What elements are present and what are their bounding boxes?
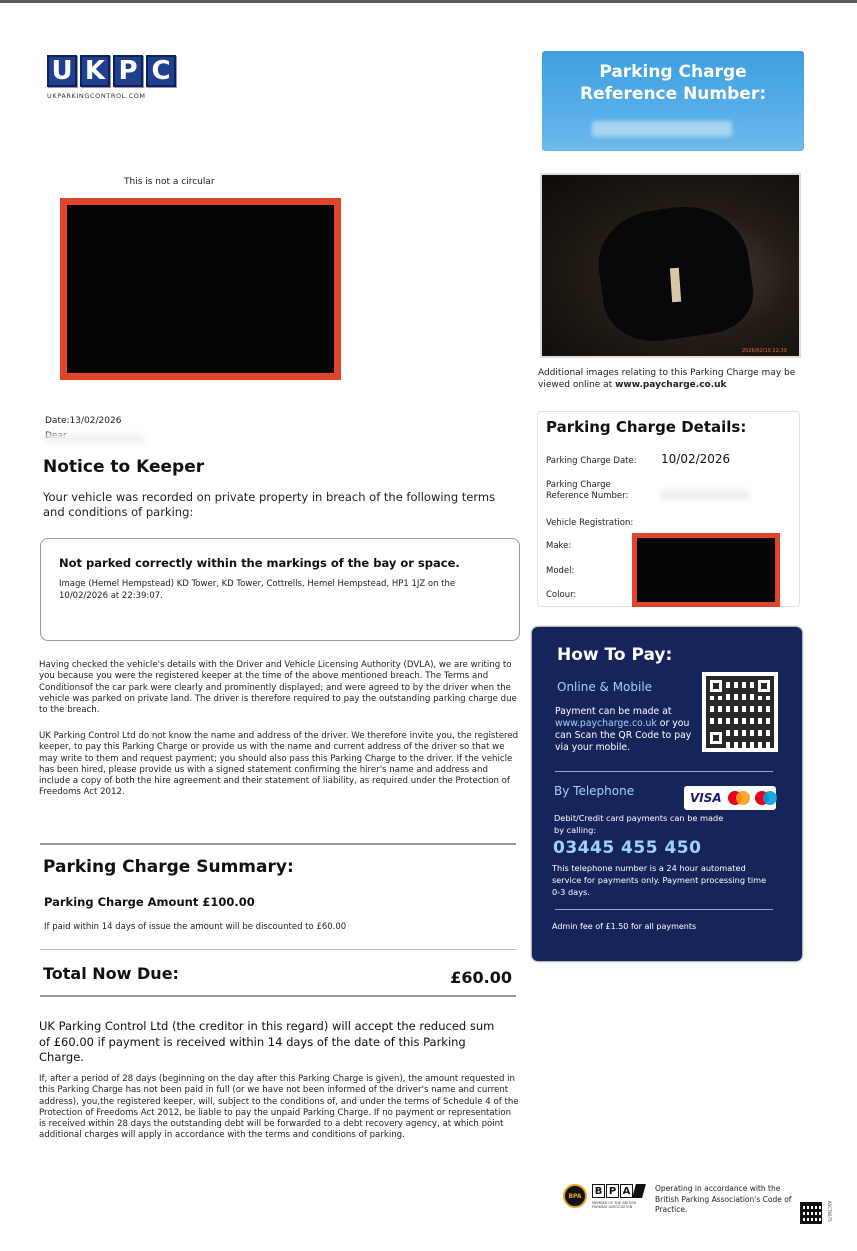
vehicle-registration-label: Vehicle Registration: [546,518,634,528]
divider [555,909,773,910]
redacted-name [45,434,145,444]
card-logos [684,786,776,810]
paycharge-online-link[interactable]: www.paycharge.co.uk [555,718,657,729]
debt-recovery-paragraph: If, after a period of 28 days (beginning on the day after this Parking Charge is given), the amount requested in this Parking Charge has not been paid in full (or we have not been informed of the driver's name and current address), you,the registered keeper, will, subject to the conditions of, and under the terms of Schedule 4 of the Protection of Freedoms Act 2012, be liable to pay the unpaid Parking Charge. If no payment or representation is received within 28 days the outstanding debt will be forwarded to a debt recovery agency, at which point additional charges will apply in accordance with the terms and conditions of parking. [39,1074,519,1141]
telephone-label: By Telephone [554,784,635,798]
charge-amount: Parking Charge Amount £100.00 [44,895,255,909]
mastercard-icon [728,791,749,805]
colour-label: Colour: [546,590,577,600]
logo-letter-k: K [80,55,110,87]
telephone-number[interactable]: 03445 455 450 [553,838,702,858]
logo-url: UKPARKINGCONTROL.COM [47,92,146,100]
redacted-reference [660,490,750,500]
discount-note: If paid within 14 days of issue the amount will be discounted to £60.00 [44,922,347,932]
charge-ref-label: Parking Charge Reference Number: [546,480,629,501]
logo-letter-c: C [146,55,176,87]
breach-location: Image (Hemel Hempstead) KD Tower, KD Tower, Cottrells, Hemel Hempstead, HP1 1JZ on the 10/02/2026 at 22:39:07. [59,579,456,601]
reference-number-blurred [592,121,732,137]
notice-title: Notice to Keeper [43,457,205,477]
qr-code-icon[interactable] [702,672,778,752]
bpa-logo: B P A [592,1184,644,1198]
divider [40,995,516,997]
reduced-sum-statement: UK Parking Control Ltd (the creditor in this regard) will accept the reduced sum of £60.00 if payment is received within 14 days of the date of this Parking Charge. [39,1019,495,1064]
online-mobile-label: Online & Mobile [557,680,653,694]
bpa-membership: MEMBER OF THE BRITISH PARKING ASSOCIATION [592,1201,637,1209]
online-payment-text: Payment can be made at www.paycharge.co.uk or you can Scan the QR Code to pay via your mobile. [555,706,692,753]
summary-title: Parking Charge Summary: [43,857,294,877]
letter-date: Date:13/02/2026 [45,416,122,426]
divider [555,771,773,772]
logo-letter-p: P [113,55,143,87]
model-label: Model: [546,566,575,576]
divider [40,843,516,845]
breach-title: Not parked correctly within the markings of the bay or space. [59,556,460,570]
telephone-info: This telephone number is a 24 hour automated service for payments only. Payment processing time 0-3 days. [552,863,767,897]
photo-timestamp: 2026/02/10 22:39 [742,348,787,354]
reference-title-line1: Parking Charge [599,62,747,82]
logo-letter-u: U [47,55,77,87]
reference-number-title [542,61,804,105]
total-due-label: Total Now Due: [43,964,179,983]
reference-title-line2: Reference Number: [579,84,766,104]
notice-intro: Your vehicle was recorded on private property in breach of the following terms and conditions of parking: [43,490,496,519]
datamatrix-icon [800,1202,822,1224]
telephone-text: Debit/Credit card payments can be made by calling: [554,813,724,835]
paycharge-link[interactable]: www.paycharge.co.uk [615,380,727,390]
make-label: Make: [546,541,572,551]
divider [40,949,516,950]
document-code: ASCT6675 [827,1201,832,1222]
redacted-vehicle-details [632,533,780,607]
bpa-badge-icon: BPA [563,1184,587,1208]
dvla-paragraph: Having checked the vehicle's details with the Driver and Vehicle Licensing Authority (DVLA), we are writing to you because you were the registered keeper at the time of the above mentioned breach. The Terms and Conditionsof the car park were clearly and prominently displayed; and were agreed to by the driver when the vehicle was parked on private land. The driver is therefore required to pay the outstanding parking charge due to the breach. [39,660,517,716]
details-title: Parking Charge Details: [546,418,747,436]
total-due-value: £60.00 [450,968,512,987]
how-to-pay-title: How To Pay: [557,645,673,665]
circular-note: This is not a circular [124,177,215,187]
bpa-compliance-text: Operating in accordance with the British Parking Association's Code of Practice. [655,1184,792,1214]
visa-icon: VISA [690,791,722,805]
admin-fee-note: Admin fee of £1.50 for all payments [552,922,697,931]
maestro-icon [755,791,776,805]
charge-date-label: Parking Charge Date: [546,456,637,466]
ukpc-logo [47,55,176,87]
charge-date-value: 10/02/2026 [661,452,731,466]
photo-caption: Additional images relating to this Parking Charge may be viewed online at www.paycharge.co.uk [538,368,796,390]
redacted-address-block [60,198,341,380]
keeper-liability-paragraph: UK Parking Control Ltd do not know the name and address of the driver. We therefore invite you, the registered keeper, to pay this Parking Charge or provide us with the name and current address of the driver so that we may write to them and request payment; you should also pass this Parking Charge to the driver. If the vehicle has been hired, please provide us with a signed statement confirming the hirer's name and address and include a copy of both the hire agreement and their statement of liability, as required under the Protection of Freedoms Act 2012. [39,731,519,798]
